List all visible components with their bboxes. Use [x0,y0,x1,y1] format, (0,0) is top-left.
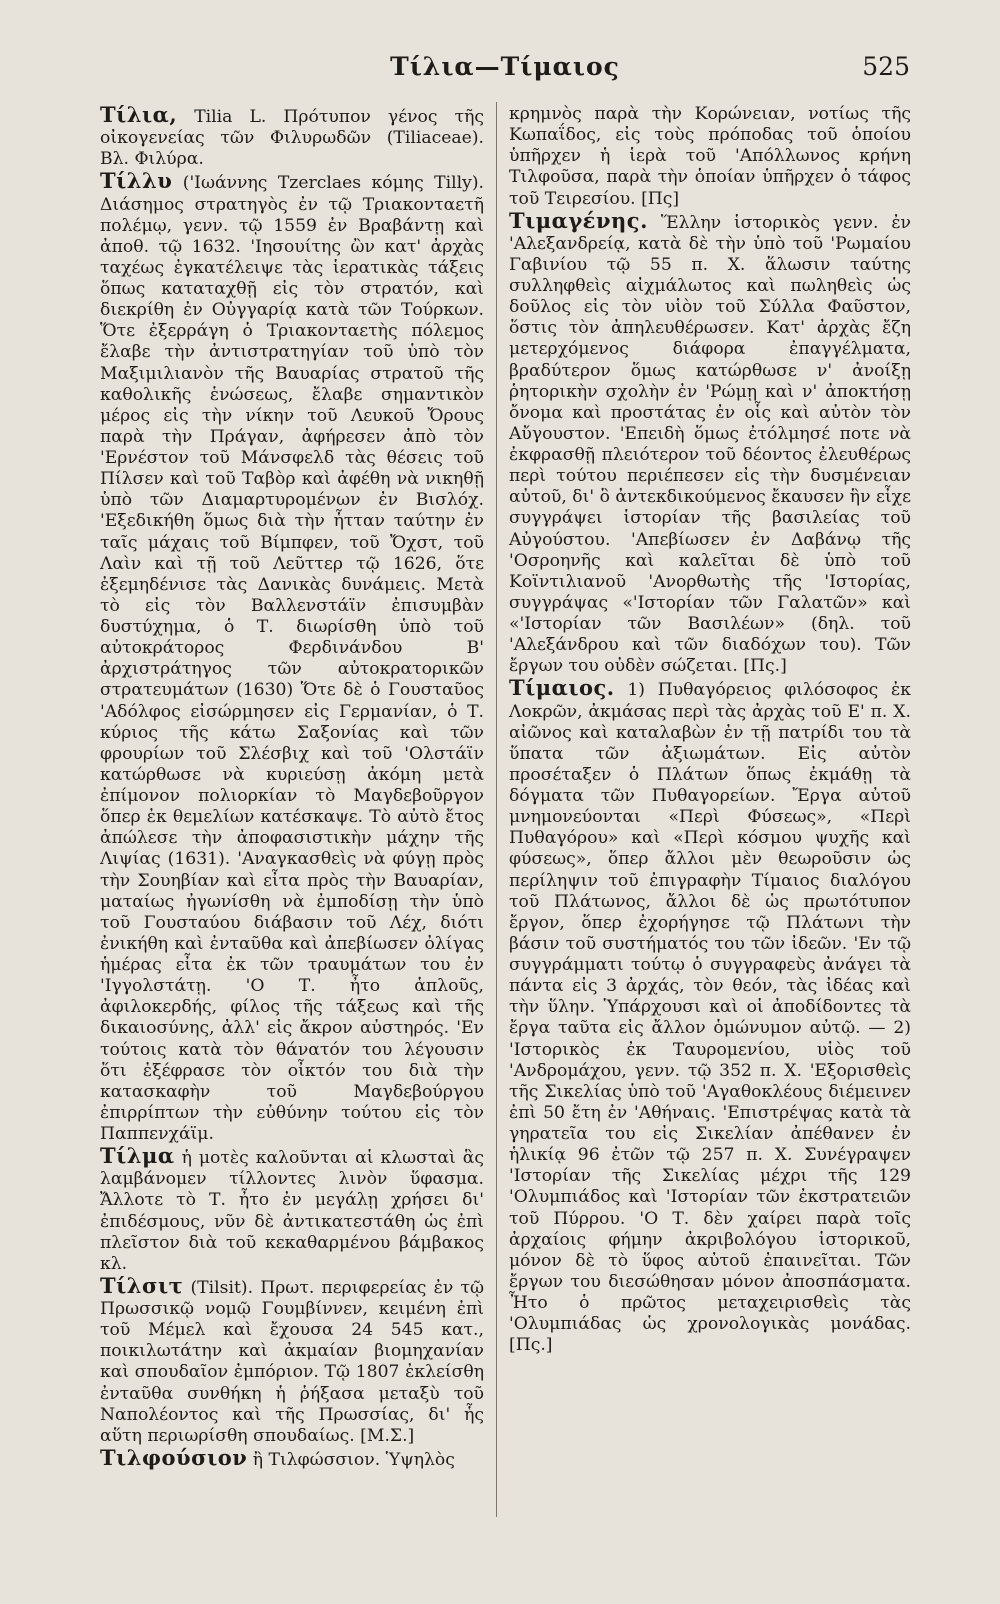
entry-tilfousion [100,1444,484,1471]
headword: Τίλια, [100,102,178,127]
headword: Τίλλυ [100,168,173,194]
entry-tilsit [100,1272,484,1447]
entry-timagenis [509,207,911,678]
entry-tilfousion-continued [509,104,911,210]
entry-timaios [509,677,911,1356]
headword: Τίμαιος. [509,675,615,701]
running-head: Τίλια—Τίμαιος [390,52,620,81]
entry-text: κρημνὸς παρὰ τὴν Κορώνειαν, νοτίως τῆς Κωπαΐδος, εἰς τοὺς πρόποδας τοῦ ὁποίου ὑπῆρχεν ἡ ἱερὰ τοῦ 'Απόλλωνος κρήνη Τιλφοῦσα, παρὰ τὴν ὁποίαν ὑπῆρχεν ὁ τάφος τοῦ Τειρεσίου. [Πς] [509,104,911,209]
entry-tilia [100,104,484,170]
headword: Τιλφούσιον [100,1444,248,1470]
entry-text: Tilia L. Πρότυπον γένος τῆς οἰκογενείας τῶν Φιλυρωδῶν (Tiliaceae). Βλ. Φιλύρα. [100,107,484,170]
entry-text: ἢ Τιλφώσσιον. Ὑψηλὸς [247,1449,455,1470]
headword: Τίλμα [100,1143,175,1169]
entry-text: (Tilsit). Πρωτ. περιφερείας ἐν τῷ Πρωσσικῷ νομῷ Γουμβίννεν, κειμένη ἐπὶ τοῦ Μέμελ καὶ ἔχουσα 24 545 κατ., ποικιλωτάτην καὶ ἀκμαίαν βιομηχανίαν καὶ σπουδαῖον ἐμπόριον. Τῷ 1807 ἐκλείσθη ἐνταῦθα συνθήκη ἡ ῥήξασα μεταξὺ τοῦ Ναπολέοντος καὶ τῆς Πρωσσίας, δι' ἧς αὕτη περιωρίσθη σπουδαίως. [M.Σ.] [100,1277,484,1446]
left-column [100,104,484,1471]
headword: Τιμαγένης. [509,207,648,233]
entry-text: 1) Πυθαγόρειος φιλόσοφος ἐκ Λοκρῶν, ἀκμάσας περὶ τὰς ἀρχὰς τοῦ Ε' π. Χ. αἰῶνος καὶ καταλαβὼν ἐν τῇ πατρίδι του τὰ ὕπατα τῶν ἀξιωμάτων. Εἰς αὐτὸν προσέταξεν ὁ Πλάτων ὅπως ἐκμάθῃ τὰ δόγματα τῶν Πυθαγορείων. Ἔργα αὐτοῦ μνημονεύονται «Περὶ Φύσεως», «Περὶ Πυθαγόρου» καὶ «Περὶ κόσμου ψυχῆς καὶ φύσεως», ὅπερ ἄλλοι μὲν θεωροῦσιν ὡς περίληψιν τοῦ ἐπιγραφὴν Τίμαιος διαλόγου τοῦ Πλάτωνος, ἄλλοι δὲ ὡς πρωτότυπον ἔργον, ὅπερ ἐχορήγησε τῷ Πλάτωνι τὴν βάσιν τοῦ συστήματός του τῶν ἰδεῶν. 'Εν τῷ συγγράμματι τούτῳ ὁ συγγραφεὺς ἀνάγει τὰ πάντα εἰς 3 ἀρχάς, τὸν θεόν, τὰς ἰδέας καὶ τὴν ὕλην. Ὑπάρχουσι καὶ οἱ ἀποδίδοντες τὰ ἔργα ταῦτα εἰς ἄλλον ὁμώνυμον αὐτῷ. — 2) 'Ιστορικὸς ἐκ Ταυρομενίου, υἱὸς τοῦ 'Ανδρομάχου, γενν. τῷ 352 π. Χ. 'Εξορισθεὶς τῆς Σικελίας ὑπὸ τοῦ 'Αγαθοκλέους διέμεινεν ἐπὶ 50 ἔτη ἐν 'Αθήναις. 'Επιστρέψας κατὰ τὰ γηρατεῖα του εἰς Σικελίαν ἀπέθανεν ἐν ἡλικίᾳ 96 ἐτῶν τῷ 257 π. Χ. Συνέγραψεν 'Ιστορίαν τῆς Σικελίας μέχρι τῆς 129 'Ολυμπιάδος καὶ 'Ιστορίαν τῶν ἐκστρατειῶν τοῦ Πύρρου. 'Ο Τ. δὲν χαίρει παρὰ τοῖς ἀρχαίοις φήμην ἀκριβολόγου ἱστορικοῦ, μόνον δὲ τὸ ὕφος αὐτοῦ ἐπαινεῖται. Τῶν ἔργων του διεσώθησαν μόνον ἀποσπάσματα. Ἦτο ὁ πρῶτος μεταχειρισθεὶς τὰς 'Ολυμπιάδας ὡς χρονολογικὰς μονάδας. [Πς.] [509,680,911,1356]
page-header [100,52,910,92]
column-divider [496,102,497,1517]
right-column [509,104,911,1356]
entry-tilma [100,1145,484,1275]
entry-text: ('Ιωάννης Tzerclaes κόμης Tilly). Διάσημος στρατηγὸς ἐν τῷ Τριακονταετῆ πολέμῳ, γενν. τῷ 1559 ἐν Βραβάντῃ καὶ ἀποθ. τῷ 1632. 'Ιησουίτης ὢν κατ' ἀρχὰς ταχέως ἐγκατέλειψε τὰς ἱερατικὰς τάξεις ὅπως καταταχθῇ εἰς τὸν στρατόν, καὶ διεκρίθη ἐν Οὐγγαρίᾳ κατὰ τῶν Τούρκων. Ὅτε ἐξερράγη ὁ Τριακονταετὴς πόλεμος ἔλαβε τὴν ἀντιστρατηγίαν τοῦ ὑπὸ τὸν Μαξιμιλιανὸν τῆς Βαυαρίας στρατοῦ τῆς καθολικῆς ἑνώσεως, ἔλαβε σημαντικὸν μέρος εἰς τὴν νίκην τοῦ Λευκοῦ Ὄρους παρὰ τὴν Πράγαν, ἀφήρεσεν ἀπὸ τὸν 'Ερνέστον τοῦ Μάνσφελδ τὰς θέσεις τοῦ Πίλσεν καὶ τοῦ Ταβὸρ καὶ ἀφέθη νὰ νικηθῇ ὑπὸ τῶν Διαμαρτυρομένων ἐν Βισλόχ. 'Εξεδικήθη ὅμως διὰ τὴν ἧτταν ταύτην ἐν ταῖς μάχαις τοῦ Βίμπφεν, τοῦ Ὄχστ, τοῦ Λαὶν καὶ τῇ τοῦ Λεῦττερ τῷ 1626, ὅτε ἐξεμηδένισε τὰς Δανικὰς δυνάμεις. Μετὰ τὸ εἰς τὸν Βαλλενστάϊν ἐπισυμβὰν δυστύχημα, ὁ Τ. διωρίσθη ὑπὸ τοῦ αὐτοκράτορος Φερδινάνδου Β' ἀρχιστράτηγος τῶν αὐτοκρατορικῶν στρατευμάτων (1630) Ὅτε δὲ ὁ Γουσταῦος 'Αδόλφος εἰσώρμησεν εἰς Γερμανίαν, ὁ Τ. κύριος τῆς κάτω Σαξονίας καὶ τῶν φρουρίων τοῦ Σλέσβιχ καὶ τοῦ 'Ολστάϊν κατώρθωσε νὰ κυριεύσῃ ἀκόμη μετὰ ἐπίμονον πολιορκίαν τὸ Μαγδεβοῦργον ὅπερ ἐκ θεμελίων κατέσκαψε. Τὸ αὐτὸ ἔτος ἀπώλεσε τὴν ἀποφασιστικὴν μάχην τῆς Λιψίας (1631). 'Αναγκασθεὶς νὰ φύγῃ πρὸς τὴν Σουηβίαν καὶ εἶτα πρὸς τὴν Βαυαρίαν, ματαίως ἠγωνίσθη νὰ ἐμποδίσῃ τὴν ὑπὸ τοῦ Γουσταύου διάβασιν τοῦ Λέχ, διότι ἐνικήθη καὶ ἐνταῦθα καὶ ἀπεβίωσεν ὀλίγας ἡμέρας εἶτα ἐκ τῶν τραυμάτων του ἐν 'Ιγγολστάτῃ. 'Ο Τ. ἦτο ἁπλοῦς, ἀφιλοκερδής, φίλος τῆς τάξεως καὶ τῆς δικαιοσύνης, ἀλλ' εἰς ἄκρον αὐστηρός. 'Εν τούτοις κατὰ τὸν θάνατόν του λέγουσιν ὅτι ἐξέφρασε τὸν οἶκτόν του διὰ τὴν κατασκαφὴν τοῦ Μαγδεβούργου ἐπιρρίπτων τὴν εὐθύνην τούτου εἰς τὸν Παππενχάϊμ. [100,173,484,1144]
headword: Τίλσιτ [100,1272,184,1298]
page-number: 525 [862,52,910,81]
entry-text: Ἕλλην ἱστορικὸς γενν. ἐν 'Αλεξανδρείᾳ, κατὰ δὲ τὴν ὑπὸ τοῦ 'Ρωμαίου Γαβινίου τῷ 55 π. Χ. ἅλωσιν ταύτης συλληφθεὶς αἰχμάλωτος καὶ πωληθεὶς ὡς δοῦλος εἰς τὸν υἱὸν τοῦ Σύλλα Φαῦστον, ὅστις τὸν ἀπηλευθέρωσεν. Κατ' ἀρχὰς ἔζη μετερχόμενος διάφορα ἐπαγγέλματα, βραδύτερον ὅμως κατώρθωσε ν' ἀνοίξῃ ῥητορικὴν σχολὴν ἐν 'Ρώμῃ καὶ ν' ἀποκτήσῃ ὄνομα καὶ προστάτας ἐν οἷς καὶ αὐτὸν τὸν Αὔγουστον. 'Επειδὴ ὅμως ἐτόλμησέ ποτε νὰ ἐκφρασθῇ πλειότερον τοῦ δέοντος ἐλευθέρως περὶ τούτου περιέπεσεν εἰς τὴν δυσμένειαν αὐτοῦ, δι' ὃ ἀντεκδικούμενος ἔκαυσεν ἣν εἶχε συγγράψει ἱστορίαν τῆς βασιλείας τοῦ Αὐγούστου. 'Απεβίωσεν ἐν Δαβάνῳ τῆς 'Οσροηνῆς καὶ καλεῖται δὲ ὑπὸ τοῦ Κοϊντιλιανοῦ 'Ανορθωτὴς τῆς 'Ιστορίας, συγγράψας «'Ιστορίαν τῶν Γαλατῶν» καὶ «'Ιστορίαν τῶν Βασιλέων» (δηλ. τοῦ 'Αλεξάνδρου καὶ τῶν διαδόχων του). Τῶν ἔργων του οὐδὲν σώζεται. [Πς.] [509,212,911,677]
entry-tilly [100,170,484,1145]
entry-text: ἡ μοτὲς καλοῦνται αἱ κλωσταὶ ἃς λαμβάνομεν τίλλοντες λινὸν ὕφασμα. Ἄλλοτε τὸ Τ. ἦτο ἐν μεγάλῃ χρήσει δι' ἐπιδέσμους, νῦν δὲ ἀντικατεστάθη ὡς ἐπὶ πλεῖστον διὰ τοῦ κεκαθαρμένου βάμβακος κλ. [100,1148,484,1274]
